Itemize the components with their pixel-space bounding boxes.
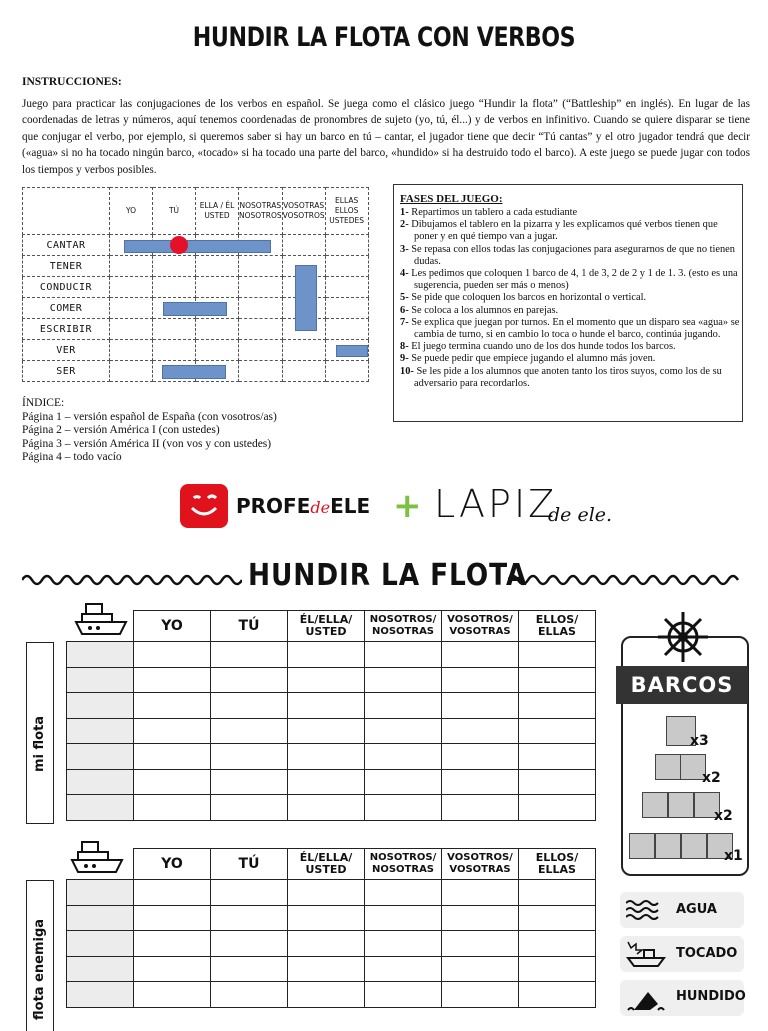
col-header: TÚ — [211, 611, 288, 642]
phase-item: 1- Repartimos un tablero a cada estudiante — [400, 207, 578, 218]
col-header: VOSOTROS/ VOSOTRAS — [442, 611, 519, 642]
wave-decoration-right — [508, 568, 746, 588]
lapiz-logo-subtext: de ele. — [548, 504, 613, 526]
plus-sign: + — [393, 486, 422, 526]
ship-cell — [681, 833, 707, 859]
phase-item: 6- Se coloca a los alumnos en parejas. — [400, 304, 559, 316]
index-line: Página 2 – versión América I (con ustedes) — [22, 424, 220, 436]
my-fleet-board — [66, 610, 596, 821]
phases-heading: FASES DEL JUEGO: — [400, 193, 503, 205]
phase-item: 2- Dibujamos el tablero en la pizarra y les explicamos qué verbos tienen que poner y en qué tiempo van a jugar. — [400, 219, 718, 243]
ship-count: x2 — [714, 808, 733, 824]
col-header: YO — [134, 611, 211, 642]
board-title: HUNDIR LA FLOTA — [248, 558, 528, 593]
phase-item: 8- El juego termina cuando uno de los dos hunde todos los barcos. — [400, 341, 676, 353]
ship-count: x3 — [690, 733, 709, 749]
row-label: TENER — [23, 256, 110, 277]
row-label: ESCRIBIR — [23, 319, 110, 340]
index-line: Página 3 – versión América II (von vos y con ustedes) — [22, 437, 272, 450]
row-label: CANTAR — [23, 235, 110, 256]
col-header: YO — [110, 188, 153, 235]
profe-logo-icon — [180, 484, 228, 528]
legend-label: AGUA — [676, 902, 717, 917]
index-line: Página 1 – versión español de España (con vosotros/as) — [22, 410, 277, 423]
sunk-boat-icon — [624, 984, 668, 1012]
example-ship-4 — [124, 240, 271, 253]
legend-agua — [620, 892, 744, 928]
example-ship-2b — [162, 365, 226, 379]
phase-item: 4- Les pedimos que coloquen 1 barco de 4, 1 de 3, 2 de 2 y 1 de 1. 3. (esto es una sugerencia, pueden ser más o menos) — [400, 268, 738, 292]
instructions-text: Juego para practicar las conjugaciones de los verbos en español. Se juega como el clásico juego “Hundir la flota” (“Battleship” en inglés). En lugar de las coordenadas de letras y números, aquí tenemos coordenadas de pronombres de sujeto (yo, tú, él...) y de verbos en infinitivo. Cuando se quiere disparar se tiene que conjugar el verbo, por ejemplo, si queremos saber si hay un barco en tú – cantar, el jugador tiene que decir “Tú cantas” y el otro jugador tendrá que decir («agua» si no ha tocado ningún barco, «tocado» si ha tocado una parte del barco, «hundido» si ha destruido todo el barco). A este juego se puede jugar con todos los tiempos y verbos posibles. — [22, 98, 750, 176]
col-header: ELLOS/ ELLAS — [519, 611, 596, 642]
phase-item: 3- Se repasa con ellos todas las conjugaciones para asegurarnos de que no tienen dudas. — [400, 243, 735, 267]
grid-corner — [23, 188, 110, 235]
ship-cell — [655, 754, 681, 780]
col-header: TÚ — [153, 188, 196, 235]
phases-box — [393, 184, 743, 422]
phases-list — [400, 207, 742, 390]
ship-wheel-icon — [656, 610, 710, 664]
example-ship-3 — [295, 265, 317, 331]
wave-decoration-left — [22, 568, 242, 588]
document-title: HUNDIR LA FLOTA CON VERBOS — [192, 22, 576, 53]
col-header: ÉL/ELLA/ USTED — [288, 849, 365, 880]
row-label: COMER — [23, 298, 110, 319]
legend-label: TOCADO — [676, 946, 738, 961]
lapiz-logo-text: LAPIZ — [434, 482, 558, 526]
legend-tocado — [620, 936, 744, 972]
row-label: CONDUCIR — [23, 277, 110, 298]
index-line: Página 4 – todo vacío — [22, 451, 122, 463]
col-header: YO — [134, 849, 211, 880]
example-ship-2a — [163, 302, 227, 316]
ship-cell — [668, 792, 694, 818]
enemy-fleet-board — [66, 848, 596, 1008]
row-label: SER — [23, 361, 110, 382]
ship-cell — [629, 833, 655, 859]
row-label: VER — [23, 340, 110, 361]
legend-hundido — [620, 980, 744, 1016]
col-header: ELLAS ELLOS USTEDES — [325, 188, 368, 235]
col-header: NOSOTROS/ NOSOTRAS — [365, 849, 442, 880]
my-fleet-label: mi flota — [32, 715, 47, 772]
col-header: NOSOTRAS NOSOTROS — [239, 188, 283, 235]
col-header: ELLOS/ ELLAS — [519, 849, 596, 880]
col-header: NOSOTROS/ NOSOTRAS — [365, 611, 442, 642]
ships-banner: BARCOS — [616, 666, 748, 704]
hit-marker — [170, 236, 188, 254]
col-header: ÉL/ELLA/ USTED — [288, 611, 365, 642]
ship-cell — [642, 792, 668, 818]
phase-item: 10- Se les pide a los alumnos que anoten tanto los tiros suyos, como los de su adversario para recordarlos. — [400, 365, 722, 389]
index-block — [22, 397, 277, 465]
col-header: ELLA / ÉL USTED — [196, 188, 239, 235]
phase-item: 5- Se pide que coloquen los barcos en horizontal o vertical. — [400, 292, 647, 304]
hit-boat-icon — [624, 940, 668, 968]
col-header: TÚ — [211, 849, 288, 880]
index-heading: ÍNDICE: — [22, 397, 65, 409]
profe-logo-text: PROFEdeELE — [236, 494, 371, 518]
enemy-fleet-label: flota enemiga — [32, 918, 47, 1020]
ship-count: x2 — [702, 770, 721, 786]
instructions-heading: INSTRUCCIONES: — [22, 76, 122, 88]
col-header: VOSOTROS/ VOSOTRAS — [442, 849, 519, 880]
ship-cell — [655, 833, 681, 859]
col-header: VOSOTRAS VOSOTROS — [282, 188, 325, 235]
water-icon — [626, 898, 662, 922]
phase-item: 7- Se explica que juegan por turnos. En el momento que un disparo sea «agua» se cambia de turno, si en cambio lo toca o hunde el barco, continúa jugando. — [400, 316, 740, 341]
ship-count: x1 — [724, 848, 743, 864]
phase-item: 9- Se puede pedir que empiece jugando el alumno más joven. — [400, 353, 656, 365]
example-ship-1 — [336, 345, 368, 357]
legend-label: HUNDIDO — [676, 989, 746, 1004]
